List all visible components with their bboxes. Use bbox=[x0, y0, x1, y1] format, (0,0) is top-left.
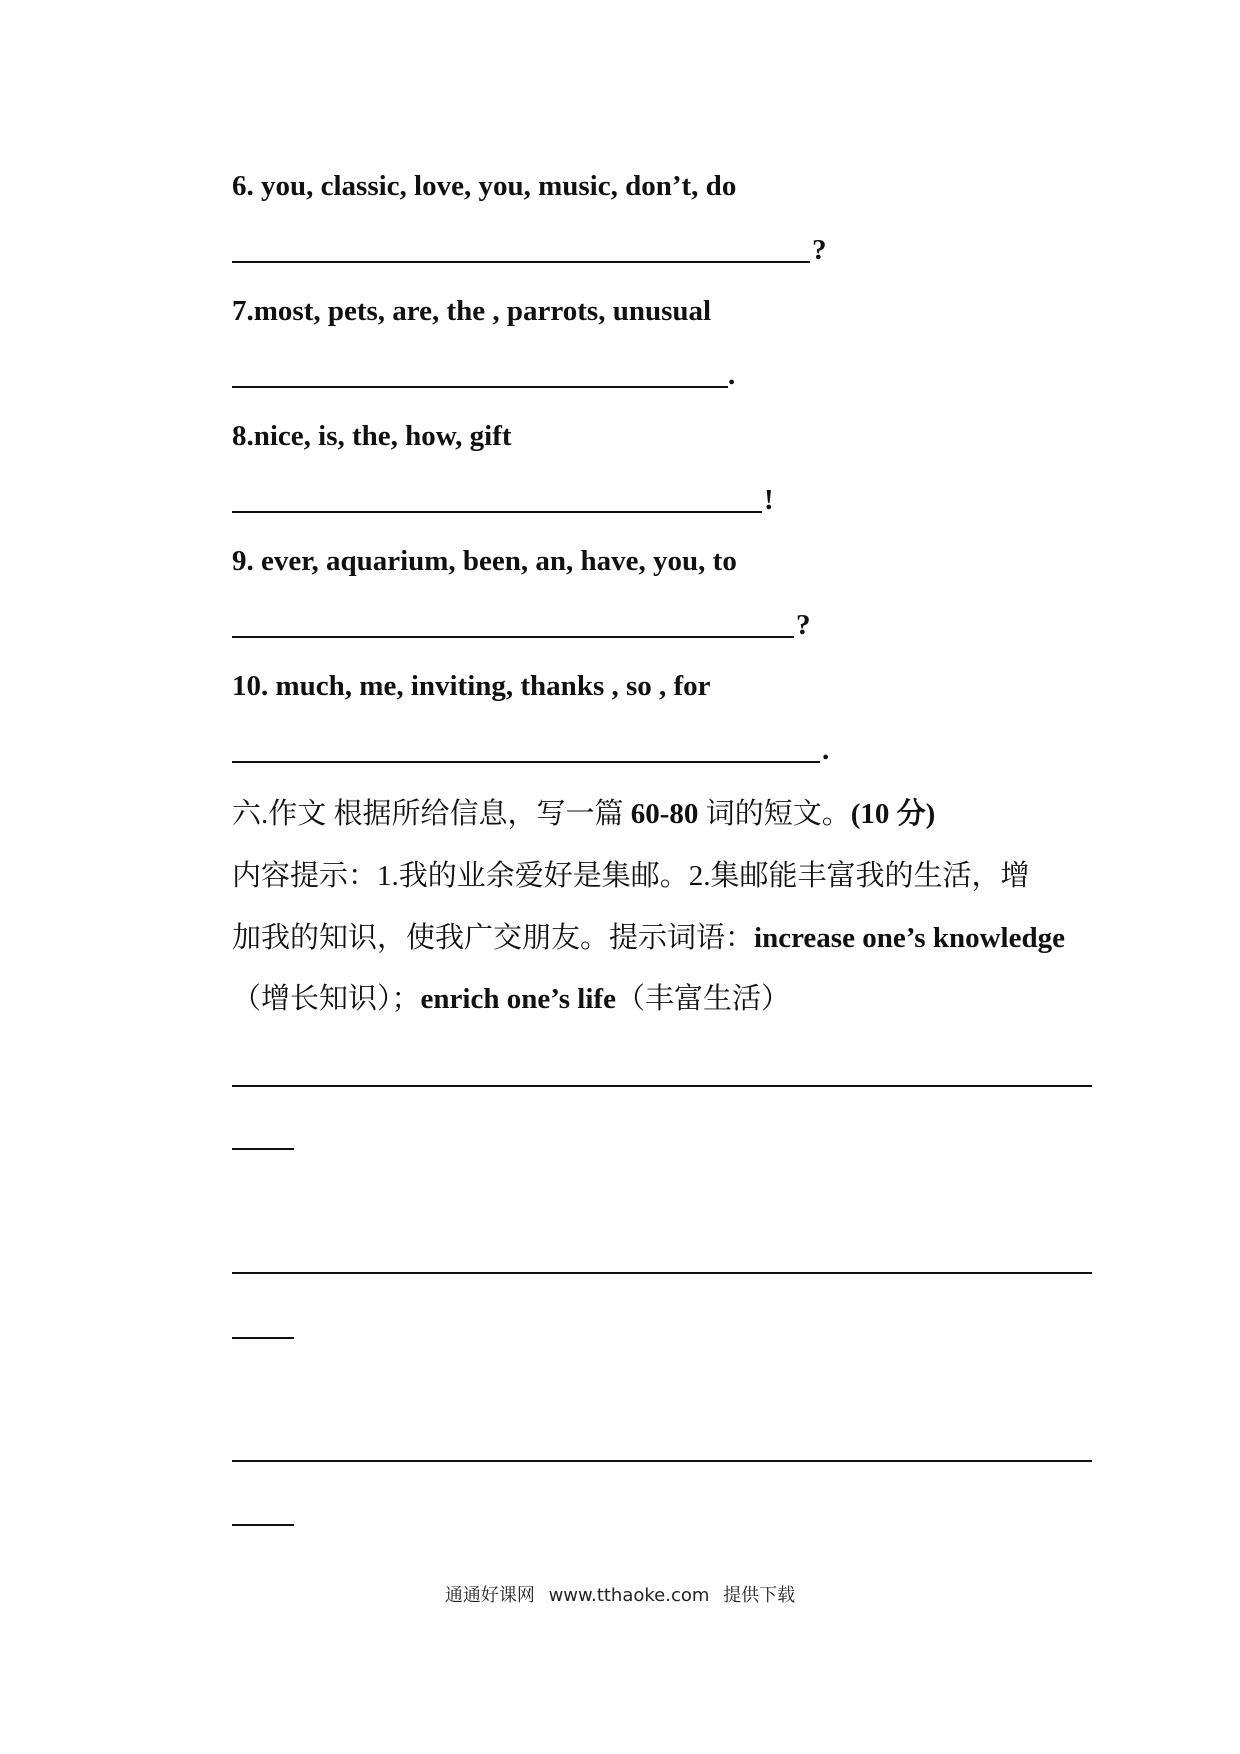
question-6-words: 6. you, classic, love, you, music, don’t, do bbox=[232, 170, 737, 202]
question-8-end-punct: ! bbox=[764, 484, 774, 516]
essay-hint-line-3-cn2: （丰富生活） bbox=[615, 983, 790, 1015]
essay-word-range: 60-80 bbox=[623, 798, 706, 830]
question-9-end-punct: ? bbox=[796, 609, 811, 641]
essay-hint-line-1: 内容提示：1.我的业余爱好是集邮。2.集邮能丰富我的生活，增 bbox=[232, 860, 1030, 892]
question-6-end-punct: ? bbox=[812, 234, 827, 266]
footer-url: www.tthaoke.com bbox=[548, 1585, 710, 1606]
essay-title-cn: 六.作文 根据所给信息，写一篇 bbox=[232, 798, 624, 830]
question-9-words: 9. ever, aquarium, been, an, have, you, to bbox=[232, 545, 737, 577]
essay-writing-line-2-tail bbox=[232, 1337, 294, 1339]
essay-score: (10 分) bbox=[850, 798, 936, 830]
question-7-words: 7.most, pets, are, the , parrots, unusual bbox=[232, 295, 712, 327]
essay-writing-line-3-tail bbox=[232, 1524, 294, 1526]
footer-site-name: 通通好课网 bbox=[444, 1585, 535, 1606]
essay-writing-line-3 bbox=[232, 1460, 1092, 1462]
question-7-end-punct: . bbox=[728, 359, 736, 391]
essay-hint-line-2-cn: 加我的知识，使我广交朋友。提示词语： bbox=[232, 922, 755, 954]
question-10-words: 10. much, me, inviting, thanks , so , for bbox=[232, 670, 711, 702]
question-10-end-punct: . bbox=[822, 734, 830, 766]
question-8-words: 8.nice, is, the, how, gift bbox=[232, 420, 512, 452]
question-7-answer-line bbox=[232, 386, 728, 388]
essay-hint-phrase-knowledge: increase one’s knowledge bbox=[754, 922, 1065, 954]
essay-hint-line-3-cn1: （增长知识）； bbox=[232, 983, 421, 1015]
essay-title-cn2: 词的短文。 bbox=[705, 798, 851, 830]
essay-writing-line-1-tail bbox=[232, 1148, 294, 1150]
page-footer bbox=[0, 1587, 1240, 1605]
question-9-answer-line bbox=[232, 636, 794, 638]
essay-writing-line-2 bbox=[232, 1272, 1092, 1274]
question-10-answer-line bbox=[232, 761, 820, 763]
essay-hint-phrase-life: enrich one’s life bbox=[420, 983, 616, 1015]
question-6-answer-line bbox=[232, 261, 810, 263]
essay-writing-line-1 bbox=[232, 1085, 1092, 1087]
question-8-answer-line bbox=[232, 511, 762, 513]
footer-suffix: 提供下载 bbox=[723, 1585, 796, 1606]
essay-hint-line-3 bbox=[232, 985, 790, 1014]
essay-section-title bbox=[232, 800, 935, 829]
essay-hint-line-2 bbox=[232, 924, 1065, 953]
